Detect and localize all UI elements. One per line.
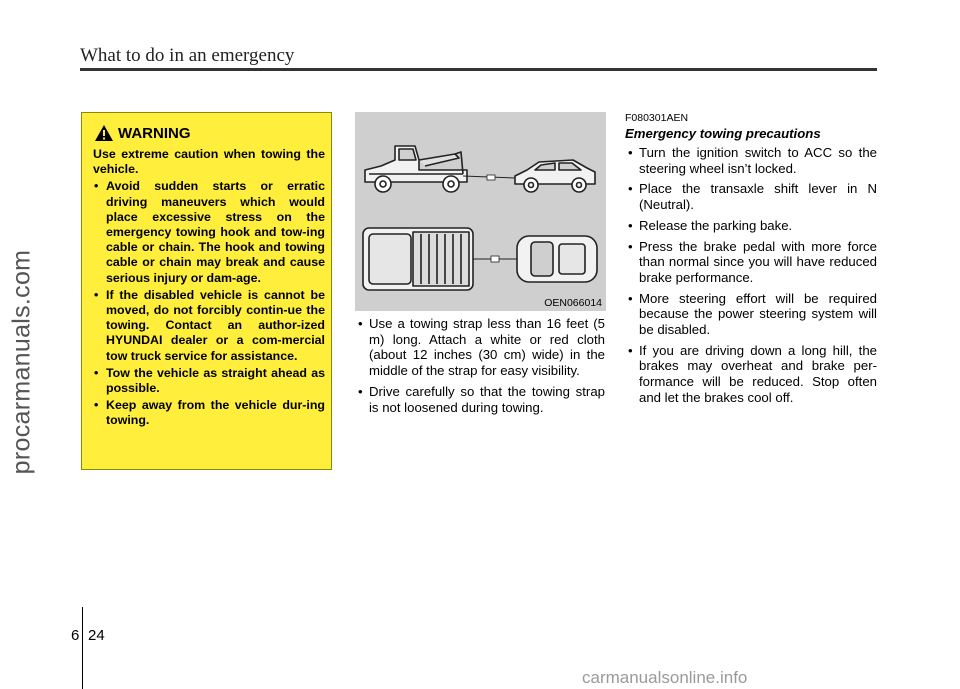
- towed-car-top: [517, 236, 597, 282]
- page-number: 24: [88, 627, 105, 644]
- side-watermark-text: procarmanuals.com: [7, 249, 36, 475]
- list-item: • If you are driving down a long hill, the brakes may overheat and brake per-formance will be reduced. Stop often and let the brakes cool off.: [625, 343, 877, 406]
- list-item: • Release the parking bake.: [625, 218, 877, 234]
- warning-item: • If the disabled vehicle is cannot be moved, do not forcibly contin-ue the towing. Contact an author-ized HYUNDAI dealer or a com-mercial tow truck service for assistance.: [93, 288, 325, 364]
- list-item: • Turn the ignition switch to ACC so the steering wheel isn’t locked.: [625, 145, 877, 176]
- list-item: • More steering effort will be required because the power steering system will be disabled.: [625, 291, 877, 338]
- section-title: Emergency towing precautions: [625, 126, 821, 141]
- list-item: • Drive carefully so that the towing strap is not loosened during towing.: [355, 384, 605, 415]
- list-item: • Place the transaxle shift lever in N (Neutral).: [625, 181, 877, 212]
- warning-item: • Tow the vehicle as straight ahead as possible.: [93, 366, 325, 396]
- footer-divider: [82, 607, 83, 689]
- towing-strap-list: [355, 316, 605, 420]
- warning-item: • Avoid sudden starts or erratic driving maneuvers which would place excessive stress on the emergency towing hook and tow-ing cable or chain. The hook and towing cable or chain may break and cause serious injury or dam-age.: [93, 179, 325, 285]
- tow-truck-top: [363, 228, 473, 290]
- chapter-number: 6: [71, 627, 80, 644]
- tow-truck-side: [365, 146, 467, 192]
- list-item: • Use a towing strap less than 16 feet (5 m) long. Attach a white or red cloth (about 12 inches (30 cm) wide) in the middle of the strap for easy visibility.: [355, 316, 605, 379]
- header-rule: [80, 68, 877, 71]
- page-header-title: What to do in an emergency: [80, 45, 295, 66]
- towed-car-side: [515, 160, 595, 192]
- warning-list: [93, 179, 325, 428]
- warning-item: • Keep away from the vehicle dur-ing towing.: [93, 398, 325, 428]
- warning-box: [81, 112, 332, 470]
- towing-diagram: [355, 112, 606, 311]
- precautions-list: [625, 145, 877, 411]
- side-watermark: [2, 212, 42, 512]
- warning-intro: Use extreme caution when towing the vehicle.: [93, 147, 325, 177]
- list-item: • Press the brake pedal with more force than normal since you will have reduced brake performance.: [625, 239, 877, 286]
- towing-illustration: [355, 112, 606, 311]
- figure-code: OEN066014: [544, 297, 602, 309]
- footer-watermark: carmanualsonline.info: [582, 668, 748, 687]
- warning-body: [93, 147, 325, 431]
- warning-label: WARNING: [118, 125, 191, 142]
- warning-triangle-icon: [94, 124, 114, 142]
- section-ref-code: F080301AEN: [625, 112, 689, 124]
